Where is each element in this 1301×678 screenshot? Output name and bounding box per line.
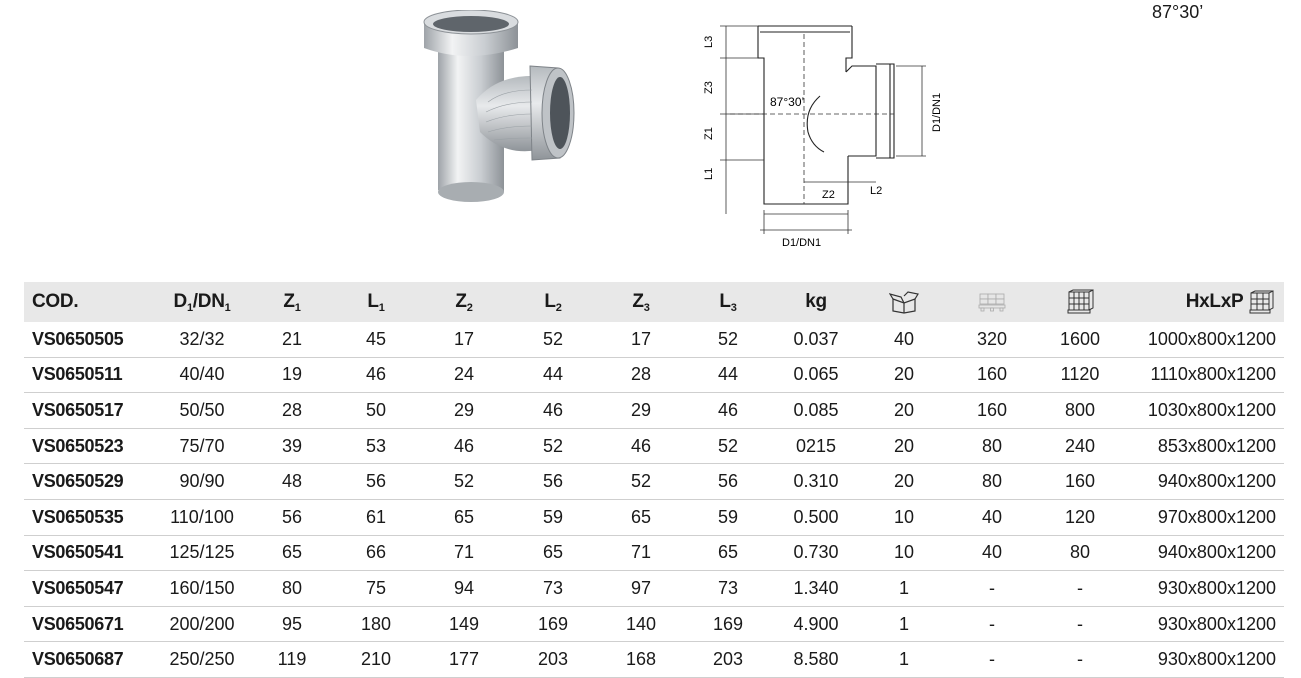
cell-cage-qty: - [1036,606,1124,642]
technical-drawing [700,14,962,254]
cell-dims: 970x800x1200 [1124,499,1284,535]
cell-z2: 17 [420,322,508,357]
cell-l1: 66 [332,535,420,571]
cage-pallet-icon [1065,289,1095,315]
cell-kg: 0.065 [772,357,860,393]
cell-z3: 17 [598,322,684,357]
box-icon [889,290,919,314]
dim-z1: Z1 [703,127,715,140]
cell-d1dn1: 40/40 [152,357,252,393]
header-code: COD. [32,291,79,312]
cell-d1dn1: 250/250 [152,642,252,678]
cell-code: VS0650529 [24,464,152,500]
dim-l3: L3 [703,35,715,48]
cell-d1dn1: 90/90 [152,464,252,500]
cell-code: VS0650505 [24,322,152,357]
cell-l3: 52 [684,322,772,357]
table-row [24,499,1284,535]
cell-code: VS0650535 [24,499,152,535]
cell-l2: 73 [508,571,598,607]
cell-l3: 65 [684,535,772,571]
cell-l2: 44 [508,357,598,393]
cell-code: VS0650687 [24,642,152,678]
cell-l1: 61 [332,499,420,535]
table-row [24,322,1284,357]
cell-l3: 56 [684,464,772,500]
cell-box-qty: 10 [860,535,948,571]
cell-d1dn1: 125/125 [152,535,252,571]
dim-z3: Z3 [703,81,715,94]
cell-l1: 210 [332,642,420,678]
header-z2: $Z_2$ [455,290,473,314]
cell-code: VS0650523 [24,428,152,464]
table-row [24,357,1284,393]
pallet-icon [977,290,1007,314]
cell-z1: 48 [252,464,332,500]
dim-l1: L1 [703,167,715,180]
cell-z3: 168 [598,642,684,678]
cell-z3: 29 [598,393,684,429]
header-cage [1036,282,1124,322]
cell-kg: 0.500 [772,499,860,535]
cell-pallet-qty: 160 [948,393,1036,429]
cell-z3: 97 [598,571,684,607]
cell-cage-qty: - [1036,571,1124,607]
cell-d1dn1: 200/200 [152,606,252,642]
cell-z2: 24 [420,357,508,393]
cell-d1dn1: 110/100 [152,499,252,535]
cell-l1: 180 [332,606,420,642]
cell-box-qty: 1 [860,571,948,607]
cell-z1: 19 [252,357,332,393]
dim-d1dn1-side: D1/DN1 [931,92,943,132]
cell-kg: 4.900 [772,606,860,642]
cell-l1: 45 [332,322,420,357]
table-header-row [24,282,1284,322]
cell-l2: 203 [508,642,598,678]
cell-z2: 149 [420,606,508,642]
cell-box-qty: 20 [860,357,948,393]
table-row [24,571,1284,607]
cell-pallet-qty: - [948,642,1036,678]
cell-l1: 56 [332,464,420,500]
cell-kg: 0.730 [772,535,860,571]
cell-z2: 46 [420,428,508,464]
header-dims: HxLxP [1124,282,1284,322]
cell-z1: 56 [252,499,332,535]
cell-cage-qty: 80 [1036,535,1124,571]
cell-d1dn1: 32/32 [152,322,252,357]
cell-box-qty: 10 [860,499,948,535]
cell-l2: 65 [508,535,598,571]
cell-l2: 169 [508,606,598,642]
cell-d1dn1: 50/50 [152,393,252,429]
cell-kg: 0.037 [772,322,860,357]
header-kg: kg [805,291,827,312]
cell-d1dn1: 160/150 [152,571,252,607]
cell-pallet-qty: 40 [948,499,1036,535]
header-d1dn1: $D_1/DN_1$ [173,290,231,314]
cell-l3: 44 [684,357,772,393]
cell-kg: 0.085 [772,393,860,429]
cell-z2: 71 [420,535,508,571]
cell-z3: 52 [598,464,684,500]
cell-z1: 95 [252,606,332,642]
cell-z3: 140 [598,606,684,642]
cell-dims: 940x800x1200 [1124,464,1284,500]
cell-z3: 71 [598,535,684,571]
header-l2: $L_2$ [544,290,562,314]
cell-z2: 52 [420,464,508,500]
cell-cage-qty: 120 [1036,499,1124,535]
cell-dims: 930x800x1200 [1124,642,1284,678]
spec-table [24,282,1284,678]
cell-kg: 0.310 [772,464,860,500]
header-z3: $Z_3$ [632,290,650,314]
cell-l2: 52 [508,428,598,464]
cell-box-qty: 1 [860,606,948,642]
cell-code: VS0650517 [24,393,152,429]
cell-code: VS0650541 [24,535,152,571]
cell-l1: 75 [332,571,420,607]
dim-d1dn1-bottom: D1/DN1 [782,237,822,249]
header-pallet [948,282,1036,322]
cell-l3: 52 [684,428,772,464]
cell-box-qty: 1 [860,642,948,678]
cell-box-qty: 20 [860,464,948,500]
cell-dims: 853x800x1200 [1124,428,1284,464]
cell-d1dn1: 75/70 [152,428,252,464]
cell-box-qty: 20 [860,428,948,464]
cell-pallet-qty: - [948,571,1036,607]
header-box [860,282,948,322]
cell-box-qty: 40 [860,322,948,357]
cell-l3: 203 [684,642,772,678]
cell-z3: 28 [598,357,684,393]
cell-l1: 50 [332,393,420,429]
cell-l3: 59 [684,499,772,535]
cell-l1: 46 [332,357,420,393]
cell-pallet-qty: 40 [948,535,1036,571]
pallet-stack-icon [1248,289,1276,315]
header-l1: $L_1$ [367,290,385,314]
cell-cage-qty: 800 [1036,393,1124,429]
tee-fitting-photo [408,10,590,210]
cell-l3: 73 [684,571,772,607]
cell-dims: 940x800x1200 [1124,535,1284,571]
cell-z2: 29 [420,393,508,429]
header-z1: $Z_1$ [283,290,301,314]
header-l3: $L_3$ [719,290,737,314]
table-row [24,535,1284,571]
cell-pallet-qty: 80 [948,428,1036,464]
cell-code: VS0650511 [24,357,152,393]
cell-z2: 65 [420,499,508,535]
cell-l3: 46 [684,393,772,429]
table-row [24,464,1284,500]
cell-cage-qty: 160 [1036,464,1124,500]
dim-l2: L2 [870,185,883,197]
cell-pallet-qty: 320 [948,322,1036,357]
cell-dims: 930x800x1200 [1124,606,1284,642]
cell-z1: 119 [252,642,332,678]
table-row [24,642,1284,678]
cell-l2: 46 [508,393,598,429]
cell-cage-qty: 1600 [1036,322,1124,357]
cell-pallet-qty: - [948,606,1036,642]
cell-pallet-qty: 160 [948,357,1036,393]
cell-z3: 46 [598,428,684,464]
cell-dims: 1000x800x1200 [1124,322,1284,357]
cell-kg: 1.340 [772,571,860,607]
cell-l2: 56 [508,464,598,500]
cell-l2: 59 [508,499,598,535]
cell-z2: 177 [420,642,508,678]
cell-box-qty: 20 [860,393,948,429]
cell-kg: 8.580 [772,642,860,678]
cell-cage-qty: - [1036,642,1124,678]
table-row [24,393,1284,429]
cell-l2: 52 [508,322,598,357]
cell-cage-qty: 240 [1036,428,1124,464]
cell-z1: 65 [252,535,332,571]
angle-label: 87°30’ [1152,2,1204,22]
cell-z2: 94 [420,571,508,607]
cell-z1: 28 [252,393,332,429]
cell-code: VS0650671 [24,606,152,642]
cell-kg: 0215 [772,428,860,464]
cell-dims: 1110x800x1200 [1124,357,1284,393]
table-row [24,428,1284,464]
cell-z1: 80 [252,571,332,607]
cell-dims: 930x800x1200 [1124,571,1284,607]
cell-z1: 21 [252,322,332,357]
cell-pallet-qty: 80 [948,464,1036,500]
dim-z2: Z2 [822,189,835,201]
cell-code: VS0650547 [24,571,152,607]
cell-l1: 53 [332,428,420,464]
cell-dims: 1030x800x1200 [1124,393,1284,429]
cell-z1: 39 [252,428,332,464]
angle-annotation: 87°30’ [770,95,805,109]
cell-cage-qty: 1120 [1036,357,1124,393]
cell-l3: 169 [684,606,772,642]
table-row [24,606,1284,642]
cell-z3: 65 [598,499,684,535]
